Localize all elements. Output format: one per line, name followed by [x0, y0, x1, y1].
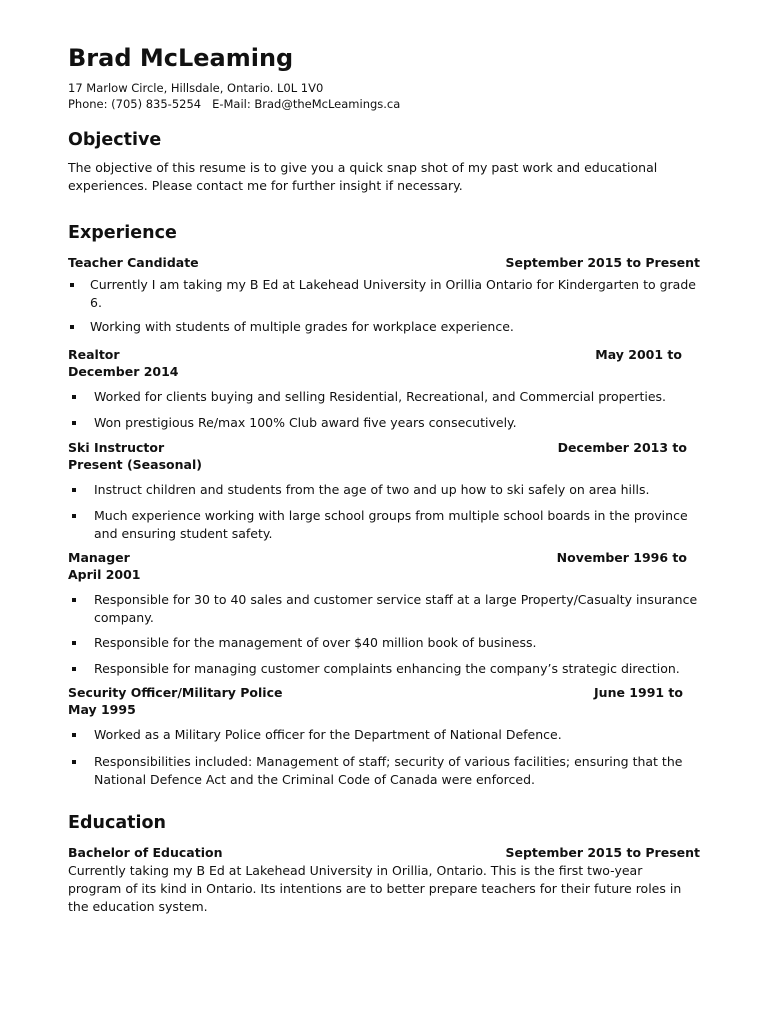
list-item: Currently I am taking my B Ed at Lakehead University in Orillia Ontario for Kindergarten to grade 6. [68, 276, 700, 312]
job-title: Manager [68, 550, 130, 565]
bullet-icon [72, 488, 76, 492]
bullet-icon [72, 421, 76, 425]
job-title: Security Officer/Military Police [68, 685, 283, 700]
bullet-icon [72, 760, 76, 764]
education-title: Education [68, 813, 166, 833]
job-header [68, 439, 700, 473]
job-bullets [68, 388, 700, 432]
experience-title: Experience [68, 223, 177, 243]
job-dates: September 2015 to Present [505, 255, 700, 270]
job-bullets [68, 481, 700, 543]
job-dates-end: May 1995 [68, 702, 136, 717]
list-item: Instruct children and students from the age of two and up how to ski safely on area hills. [68, 481, 700, 499]
job-bullets [68, 276, 700, 336]
bullet-icon [70, 325, 74, 329]
bullet-icon [72, 733, 76, 737]
phone: Phone: (705) 835-5254 [68, 97, 202, 111]
list-item: Responsible for 30 to 40 sales and customer service staff at a large Property/Casualty insurance company. [68, 591, 700, 627]
resume-page [68, 42, 700, 916]
candidate-name: Brad McLeaming [68, 44, 294, 72]
job-header [68, 549, 700, 583]
list-item: Much experience working with large school groups from multiple school boards in the province and ensuring student safety. [68, 507, 700, 543]
address: 17 Marlow Circle, Hillsdale, Ontario. L0L 1V0 [68, 81, 324, 95]
email: E-Mail: Brad@theMcLeamings.ca [212, 97, 401, 111]
objective-title: Objective [68, 130, 162, 150]
bullet-icon [72, 598, 76, 602]
list-item: Won prestigious Re/max 100% Club award five years consecutively. [68, 414, 700, 432]
job-dates-start: June 1991 to [594, 685, 683, 700]
phone-email-line [68, 96, 700, 112]
bullet-icon [72, 641, 76, 645]
objective-line: experiences. Please contact me for further insight if necessary. [68, 178, 463, 193]
job-dates-start: May 2001 to [595, 347, 682, 362]
list-item: Worked for clients buying and selling Residential, Recreational, and Commercial properties. [68, 388, 700, 406]
contact-block [68, 80, 700, 112]
objective-line: The objective of this resume is to give you a quick snap shot of my past work and educational [68, 160, 658, 175]
list-item: Responsible for managing customer complaints enhancing the company’s strategic direction. [68, 660, 700, 678]
job-bullets [68, 726, 700, 789]
list-item: Working with students of multiple grades for workplace experience. [68, 318, 700, 336]
bullet-icon [70, 283, 74, 287]
job-bullets [68, 591, 700, 678]
list-item: Worked as a Military Police officer for the Department of National Defence. [68, 726, 700, 744]
education-header [68, 844, 700, 861]
education-line: the education system. [68, 899, 208, 914]
list-item: Responsible for the management of over $40 million book of business. [68, 634, 700, 652]
bullet-icon [72, 514, 76, 518]
education-text [68, 862, 700, 916]
degree-title: Bachelor of Education [68, 845, 223, 860]
job-header [68, 684, 700, 718]
job-header [68, 254, 700, 271]
bullet-icon [72, 395, 76, 399]
job-dates-start: November 1996 to [556, 550, 687, 565]
job-title: Ski Instructor [68, 440, 165, 455]
job-dates-end: Present (Seasonal) [68, 457, 202, 472]
job-dates-end: December 2014 [68, 364, 179, 379]
education-line: Currently taking my B Ed at Lakehead University in Orillia, Ontario. This is the first two-year [68, 863, 643, 878]
education-dates: September 2015 to Present [505, 845, 700, 860]
job-dates-start: December 2013 to [557, 440, 687, 455]
bullet-icon [72, 667, 76, 671]
job-title: Teacher Candidate [68, 255, 199, 270]
job-title: Realtor [68, 347, 120, 362]
objective-text [68, 159, 700, 195]
education-line: program of its kind in Ontario. Its intentions are to better prepare teachers for their future roles in [68, 881, 682, 896]
list-item: Responsibilities included: Management of staff; security of various facilities; ensuring that the National Defence Act and the Criminal Code of Canada were enforced. [68, 753, 700, 789]
job-dates-end: April 2001 [68, 567, 141, 582]
job-header [68, 346, 700, 380]
